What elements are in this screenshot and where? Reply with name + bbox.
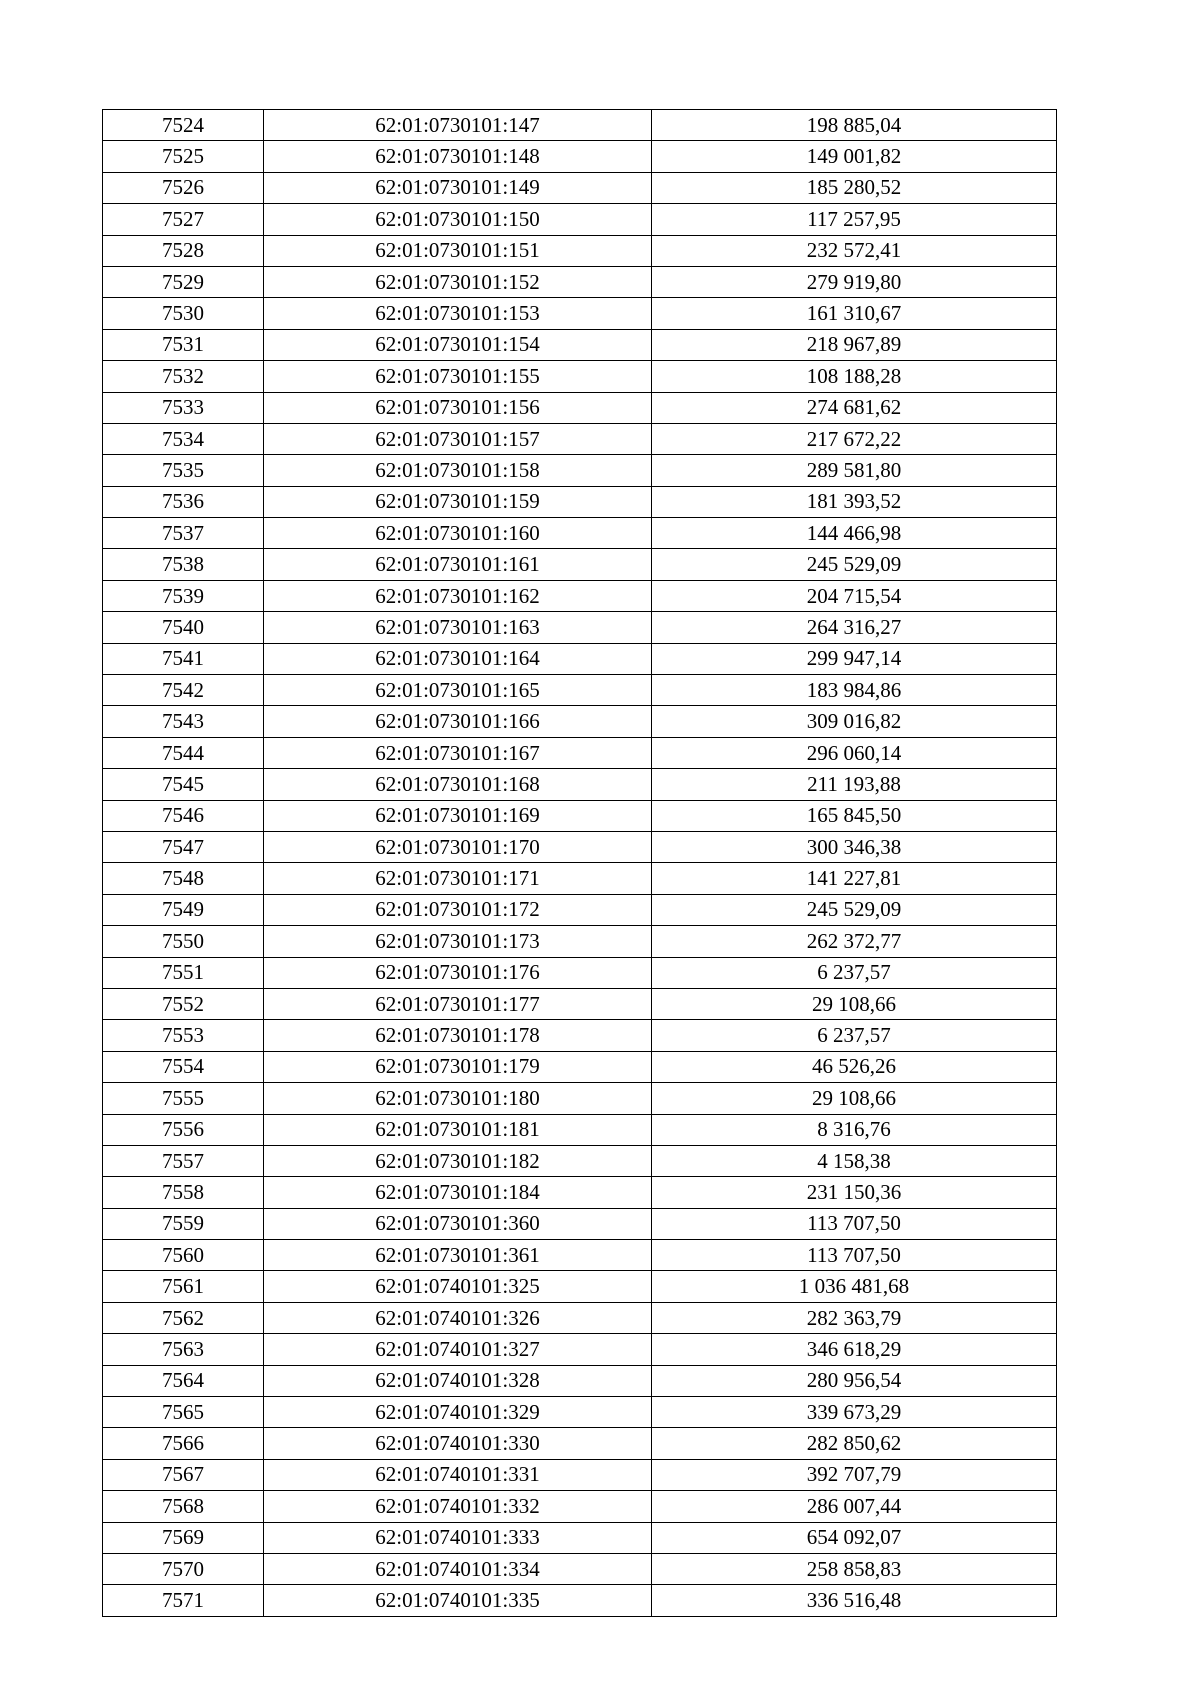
cadastral-number-cell: 62:01:0730101:152 xyxy=(264,266,652,297)
cadastral-value-cell: 346 618,29 xyxy=(652,1334,1057,1365)
cadastral-value-cell: 1 036 481,68 xyxy=(652,1271,1057,1302)
table-row xyxy=(103,1553,1057,1584)
cadastral-value-cell: 113 707,50 xyxy=(652,1208,1057,1239)
table-row xyxy=(103,1177,1057,1208)
row-number-cell: 7548 xyxy=(103,863,264,894)
cadastral-value-cell: 204 715,54 xyxy=(652,580,1057,611)
cadastral-value-cell: 198 885,04 xyxy=(652,110,1057,141)
table-row xyxy=(103,549,1057,580)
row-number-cell: 7528 xyxy=(103,235,264,266)
cadastral-value-table xyxy=(102,109,1057,1617)
row-number-cell: 7530 xyxy=(103,298,264,329)
row-number-cell: 7524 xyxy=(103,110,264,141)
cadastral-number-cell: 62:01:0730101:155 xyxy=(264,361,652,392)
cadastral-number-cell: 62:01:0730101:151 xyxy=(264,235,652,266)
cadastral-number-cell: 62:01:0730101:159 xyxy=(264,486,652,517)
cadastral-number-cell: 62:01:0730101:172 xyxy=(264,894,652,925)
cadastral-number-cell: 62:01:0740101:329 xyxy=(264,1397,652,1428)
cadastral-number-cell: 62:01:0730101:157 xyxy=(264,423,652,454)
row-number-cell: 7538 xyxy=(103,549,264,580)
row-number-cell: 7541 xyxy=(103,643,264,674)
table-row xyxy=(103,737,1057,768)
cadastral-value-cell: 654 092,07 xyxy=(652,1522,1057,1553)
row-number-cell: 7550 xyxy=(103,926,264,957)
table-row xyxy=(103,298,1057,329)
cadastral-number-cell: 62:01:0730101:178 xyxy=(264,1020,652,1051)
cadastral-number-cell: 62:01:0730101:147 xyxy=(264,110,652,141)
cadastral-value-cell: 339 673,29 xyxy=(652,1397,1057,1428)
row-number-cell: 7561 xyxy=(103,1271,264,1302)
table-row xyxy=(103,1051,1057,1082)
row-number-cell: 7526 xyxy=(103,172,264,203)
table-row xyxy=(103,1302,1057,1333)
row-number-cell: 7542 xyxy=(103,675,264,706)
row-number-cell: 7569 xyxy=(103,1522,264,1553)
cadastral-value-cell: 46 526,26 xyxy=(652,1051,1057,1082)
cadastral-value-cell: 117 257,95 xyxy=(652,204,1057,235)
table-row xyxy=(103,1459,1057,1490)
table-row xyxy=(103,988,1057,1019)
table-row xyxy=(103,926,1057,957)
row-number-cell: 7554 xyxy=(103,1051,264,1082)
cadastral-number-cell: 62:01:0730101:361 xyxy=(264,1240,652,1271)
row-number-cell: 7535 xyxy=(103,455,264,486)
cadastral-number-cell: 62:01:0730101:177 xyxy=(264,988,652,1019)
cadastral-number-cell: 62:01:0740101:335 xyxy=(264,1585,652,1616)
table-row xyxy=(103,1114,1057,1145)
cadastral-value-cell: 141 227,81 xyxy=(652,863,1057,894)
table-row xyxy=(103,1271,1057,1302)
cadastral-number-cell: 62:01:0730101:162 xyxy=(264,580,652,611)
cadastral-value-cell: 6 237,57 xyxy=(652,1020,1057,1051)
cadastral-number-cell: 62:01:0730101:168 xyxy=(264,769,652,800)
cadastral-value-cell: 113 707,50 xyxy=(652,1240,1057,1271)
cadastral-value-cell: 232 572,41 xyxy=(652,235,1057,266)
table-row xyxy=(103,1522,1057,1553)
cadastral-value-cell: 218 967,89 xyxy=(652,329,1057,360)
cadastral-number-cell: 62:01:0730101:160 xyxy=(264,518,652,549)
cadastral-value-cell: 211 193,88 xyxy=(652,769,1057,800)
row-number-cell: 7540 xyxy=(103,612,264,643)
table-row xyxy=(103,361,1057,392)
row-number-cell: 7560 xyxy=(103,1240,264,1271)
table-row xyxy=(103,706,1057,737)
cadastral-number-cell: 62:01:0730101:184 xyxy=(264,1177,652,1208)
cadastral-value-cell: 392 707,79 xyxy=(652,1459,1057,1490)
cadastral-value-cell: 262 372,77 xyxy=(652,926,1057,957)
cadastral-value-cell: 258 858,83 xyxy=(652,1553,1057,1584)
table-row xyxy=(103,1020,1057,1051)
cadastral-number-cell: 62:01:0730101:158 xyxy=(264,455,652,486)
table-row xyxy=(103,769,1057,800)
row-number-cell: 7539 xyxy=(103,580,264,611)
row-number-cell: 7558 xyxy=(103,1177,264,1208)
cadastral-value-cell: 282 850,62 xyxy=(652,1428,1057,1459)
cadastral-value-cell: 282 363,79 xyxy=(652,1302,1057,1333)
row-number-cell: 7533 xyxy=(103,392,264,423)
cadastral-value-cell: 183 984,86 xyxy=(652,675,1057,706)
cadastral-number-cell: 62:01:0730101:181 xyxy=(264,1114,652,1145)
cadastral-number-cell: 62:01:0730101:165 xyxy=(264,675,652,706)
cadastral-value-cell: 161 310,67 xyxy=(652,298,1057,329)
table-row xyxy=(103,235,1057,266)
row-number-cell: 7562 xyxy=(103,1302,264,1333)
cadastral-number-cell: 62:01:0730101:166 xyxy=(264,706,652,737)
table-row xyxy=(103,110,1057,141)
table-row xyxy=(103,518,1057,549)
row-number-cell: 7525 xyxy=(103,141,264,172)
cadastral-number-cell: 62:01:0730101:169 xyxy=(264,800,652,831)
row-number-cell: 7564 xyxy=(103,1365,264,1396)
table-row xyxy=(103,831,1057,862)
cadastral-value-cell: 245 529,09 xyxy=(652,549,1057,580)
cadastral-number-cell: 62:01:0740101:325 xyxy=(264,1271,652,1302)
cadastral-number-cell: 62:01:0740101:326 xyxy=(264,1302,652,1333)
cadastral-number-cell: 62:01:0730101:182 xyxy=(264,1145,652,1176)
cadastral-number-cell: 62:01:0730101:148 xyxy=(264,141,652,172)
cadastral-value-cell: 181 393,52 xyxy=(652,486,1057,517)
cadastral-value-cell: 6 237,57 xyxy=(652,957,1057,988)
row-number-cell: 7547 xyxy=(103,831,264,862)
table-row xyxy=(103,800,1057,831)
cadastral-number-cell: 62:01:0740101:334 xyxy=(264,1553,652,1584)
table-body xyxy=(103,110,1057,1617)
row-number-cell: 7556 xyxy=(103,1114,264,1145)
table-row xyxy=(103,1365,1057,1396)
cadastral-value-cell: 217 672,22 xyxy=(652,423,1057,454)
cadastral-value-cell: 274 681,62 xyxy=(652,392,1057,423)
row-number-cell: 7557 xyxy=(103,1145,264,1176)
cadastral-number-cell: 62:01:0730101:167 xyxy=(264,737,652,768)
cadastral-number-cell: 62:01:0740101:327 xyxy=(264,1334,652,1365)
cadastral-value-cell: 144 466,98 xyxy=(652,518,1057,549)
table-row xyxy=(103,957,1057,988)
row-number-cell: 7545 xyxy=(103,769,264,800)
cadastral-number-cell: 62:01:0740101:332 xyxy=(264,1491,652,1522)
row-number-cell: 7529 xyxy=(103,266,264,297)
cadastral-value-cell: 185 280,52 xyxy=(652,172,1057,203)
row-number-cell: 7571 xyxy=(103,1585,264,1616)
row-number-cell: 7536 xyxy=(103,486,264,517)
table-row xyxy=(103,423,1057,454)
row-number-cell: 7546 xyxy=(103,800,264,831)
table-row xyxy=(103,329,1057,360)
cadastral-number-cell: 62:01:0740101:331 xyxy=(264,1459,652,1490)
cadastral-number-cell: 62:01:0740101:333 xyxy=(264,1522,652,1553)
cadastral-value-cell: 300 346,38 xyxy=(652,831,1057,862)
row-number-cell: 7551 xyxy=(103,957,264,988)
cadastral-value-cell: 108 188,28 xyxy=(652,361,1057,392)
cadastral-number-cell: 62:01:0730101:171 xyxy=(264,863,652,894)
row-number-cell: 7567 xyxy=(103,1459,264,1490)
table-row xyxy=(103,486,1057,517)
cadastral-value-cell: 336 516,48 xyxy=(652,1585,1057,1616)
cadastral-value-cell: 280 956,54 xyxy=(652,1365,1057,1396)
table-row xyxy=(103,675,1057,706)
cadastral-number-cell: 62:01:0730101:173 xyxy=(264,926,652,957)
row-number-cell: 7531 xyxy=(103,329,264,360)
cadastral-value-cell: 231 150,36 xyxy=(652,1177,1057,1208)
table-row xyxy=(103,1240,1057,1271)
cadastral-value-cell: 8 316,76 xyxy=(652,1114,1057,1145)
row-number-cell: 7534 xyxy=(103,423,264,454)
table-row xyxy=(103,643,1057,674)
cadastral-number-cell: 62:01:0740101:328 xyxy=(264,1365,652,1396)
cadastral-number-cell: 62:01:0730101:156 xyxy=(264,392,652,423)
table-row xyxy=(103,455,1057,486)
cadastral-value-cell: 149 001,82 xyxy=(652,141,1057,172)
row-number-cell: 7570 xyxy=(103,1553,264,1584)
row-number-cell: 7566 xyxy=(103,1428,264,1459)
cadastral-number-cell: 62:01:0730101:180 xyxy=(264,1083,652,1114)
row-number-cell: 7543 xyxy=(103,706,264,737)
table-row xyxy=(103,1397,1057,1428)
cadastral-number-cell: 62:01:0740101:330 xyxy=(264,1428,652,1459)
cadastral-number-cell: 62:01:0730101:153 xyxy=(264,298,652,329)
cadastral-value-cell: 29 108,66 xyxy=(652,988,1057,1019)
cadastral-number-cell: 62:01:0730101:154 xyxy=(264,329,652,360)
row-number-cell: 7549 xyxy=(103,894,264,925)
table-row xyxy=(103,612,1057,643)
cadastral-value-cell: 309 016,82 xyxy=(652,706,1057,737)
cadastral-number-cell: 62:01:0730101:164 xyxy=(264,643,652,674)
table-row xyxy=(103,1585,1057,1616)
row-number-cell: 7527 xyxy=(103,204,264,235)
row-number-cell: 7563 xyxy=(103,1334,264,1365)
table-row xyxy=(103,1208,1057,1239)
cadastral-value-cell: 4 158,38 xyxy=(652,1145,1057,1176)
cadastral-number-cell: 62:01:0730101:179 xyxy=(264,1051,652,1082)
table-row xyxy=(103,392,1057,423)
row-number-cell: 7568 xyxy=(103,1491,264,1522)
cadastral-number-cell: 62:01:0730101:170 xyxy=(264,831,652,862)
row-number-cell: 7559 xyxy=(103,1208,264,1239)
cadastral-number-cell: 62:01:0730101:360 xyxy=(264,1208,652,1239)
cadastral-value-cell: 29 108,66 xyxy=(652,1083,1057,1114)
table-row xyxy=(103,1083,1057,1114)
row-number-cell: 7552 xyxy=(103,988,264,1019)
cadastral-value-cell: 296 060,14 xyxy=(652,737,1057,768)
table-row xyxy=(103,204,1057,235)
row-number-cell: 7555 xyxy=(103,1083,264,1114)
row-number-cell: 7565 xyxy=(103,1397,264,1428)
cadastral-number-cell: 62:01:0730101:149 xyxy=(264,172,652,203)
table-row xyxy=(103,1491,1057,1522)
table-row xyxy=(103,172,1057,203)
cadastral-value-cell: 289 581,80 xyxy=(652,455,1057,486)
row-number-cell: 7532 xyxy=(103,361,264,392)
cadastral-value-cell: 165 845,50 xyxy=(652,800,1057,831)
cadastral-value-cell: 279 919,80 xyxy=(652,266,1057,297)
table-row xyxy=(103,894,1057,925)
cadastral-number-cell: 62:01:0730101:176 xyxy=(264,957,652,988)
table-row xyxy=(103,863,1057,894)
cadastral-value-cell: 264 316,27 xyxy=(652,612,1057,643)
table-row xyxy=(103,266,1057,297)
cadastral-value-cell: 245 529,09 xyxy=(652,894,1057,925)
table-row xyxy=(103,141,1057,172)
table-row xyxy=(103,580,1057,611)
table-row xyxy=(103,1145,1057,1176)
row-number-cell: 7553 xyxy=(103,1020,264,1051)
cadastral-number-cell: 62:01:0730101:161 xyxy=(264,549,652,580)
cadastral-number-cell: 62:01:0730101:163 xyxy=(264,612,652,643)
cadastral-number-cell: 62:01:0730101:150 xyxy=(264,204,652,235)
row-number-cell: 7537 xyxy=(103,518,264,549)
cadastral-value-cell: 286 007,44 xyxy=(652,1491,1057,1522)
cadastral-value-cell: 299 947,14 xyxy=(652,643,1057,674)
row-number-cell: 7544 xyxy=(103,737,264,768)
table-row xyxy=(103,1428,1057,1459)
table-row xyxy=(103,1334,1057,1365)
